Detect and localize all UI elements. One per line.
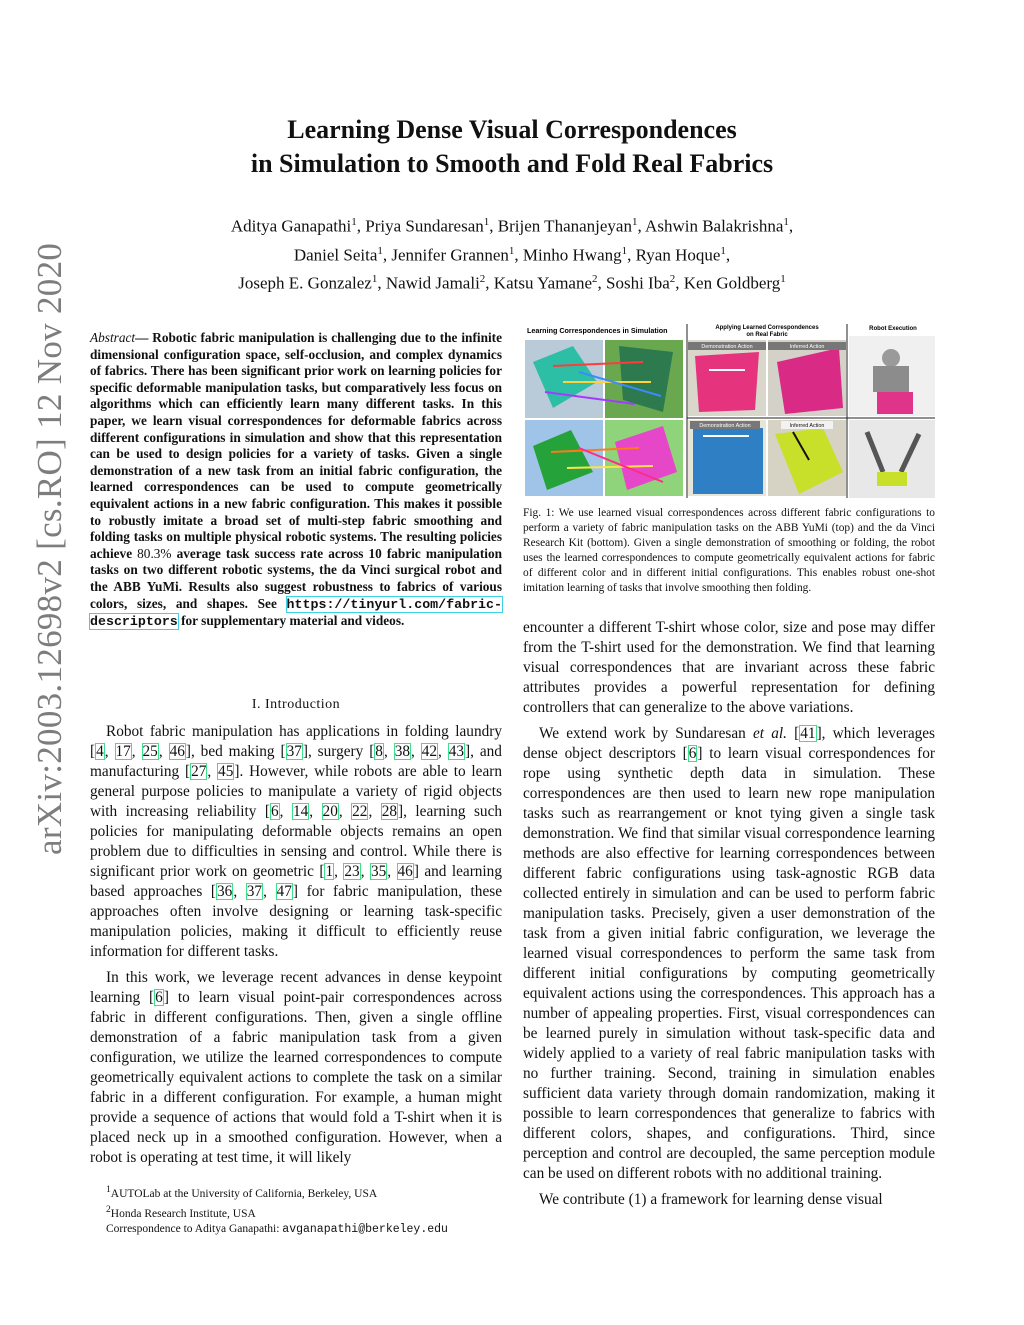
text-run: ], learning such policies for manipulating deformable objects remains an open problem due to difficulties in sensing and control. While there is significant prior work on geometric [ xyxy=(90,803,503,880)
text-run: ] for fabric manipulation, these approaches often involve designing or learning task-specific manipulation policies, making it difficult to efficiently reuse information for different tasks. xyxy=(90,883,502,960)
text-run: ]. However, while robots are able to learn general purpose policies to manipulate a variety of rigid objects with increasing reliability [ xyxy=(90,763,503,820)
author-name: , Nawid Jamali xyxy=(377,273,480,293)
affiliation-mark: 2 xyxy=(592,273,598,286)
citation-link[interactable]: 27 xyxy=(191,763,207,780)
affiliation-mark: 2 xyxy=(479,273,486,286)
citation-link[interactable]: 43 xyxy=(448,743,465,760)
author-name: , Soshi Iba xyxy=(597,273,670,293)
citation-link[interactable]: 47 xyxy=(276,883,292,900)
author-name: , xyxy=(725,245,731,265)
author-list xyxy=(150,210,874,296)
author-name: , xyxy=(788,216,794,236)
abstract-text-a: — Robotic fabric manipulation is challenging due to the infinite dimensional configuration space, self-occlusion, and complex dynamics of fabrics. There has been significant prior work on learning policies for specific deformable manipulation tasks, but comparatively less focus on algorithms which can efficiently learn many different tasks. In this paper, we learn visual correspondences for deformable fabrics across different configurations in simulation and show that this representation can be used to design policies for a variety of tasks. Given a single demonstration of a new task from an initial fabric configuration, the learned correspondences can be used to compute geometrically equivalent actions in a new fabric configuration. This makes it possible to robustly imitate a broad set of multi-step fabric smoothing and folding tasks on multiple physical robotic systems. The resulting policies achieve xyxy=(90,330,502,561)
footnotes xyxy=(90,1182,502,1237)
label-inferred-action-bottom: Inferred Action xyxy=(789,423,825,429)
robot-panel-bottom xyxy=(849,420,935,498)
authors-line-2 xyxy=(150,239,874,268)
yumi-fabric xyxy=(877,392,913,414)
citation-link[interactable]: 8 xyxy=(375,743,383,760)
abstract-label: Abstract xyxy=(90,330,136,345)
citation-link[interactable]: 22 xyxy=(352,803,368,820)
citation-link[interactable]: 45 xyxy=(218,763,234,780)
blue-fabric xyxy=(693,428,763,494)
author-name: , Minho Hwang xyxy=(514,245,622,265)
affiliation-mark: 2 xyxy=(669,273,676,286)
text-run: , xyxy=(158,743,169,760)
text-run: We extend work by Sundaresan xyxy=(539,725,753,742)
authors-line-3 xyxy=(150,267,874,296)
text-run: ], and manufacturing [ xyxy=(90,743,502,780)
panel-label-simulation: Learning Correspondences in Simulation xyxy=(527,326,668,335)
text-run: ], which leverages dense object descriptors [ xyxy=(523,725,936,762)
footnote-2: $^2$Honda Research Institute, USA xyxy=(106,1203,256,1220)
yumi-head xyxy=(882,349,900,367)
davinci-fabric xyxy=(877,472,907,486)
affiliation-mark: 1 xyxy=(351,216,357,228)
panel-label-robot: Robot Execution xyxy=(869,326,917,332)
panel-label-apply-1: Applying Learned Correspondences xyxy=(715,325,819,331)
pink-shirt-demo xyxy=(695,352,759,412)
citation-link[interactable]: 1 xyxy=(325,863,334,880)
text-run: , xyxy=(410,743,421,760)
abstract-text-b: average task success rate across 10 fabric manipulation tasks on two different robotic systems, the da Vinci surgical robot and the ABB YuMi. Results also suggest robustness to fabrics of various colors, sizes, and shapes. See xyxy=(90,545,502,611)
affiliation-mark: 1 xyxy=(371,273,378,286)
affiliation-mark: 1 xyxy=(483,216,490,228)
author-name: , Priya Sundaresan xyxy=(356,216,484,236)
author-name: , Ryan Hoque xyxy=(627,245,721,265)
citation-link[interactable]: 17 xyxy=(115,743,131,760)
author-name: , Brijen Thananjeyan xyxy=(489,216,632,236)
author-name: Daniel Seita xyxy=(293,245,378,265)
citation-link[interactable]: 38 xyxy=(394,743,410,760)
affiliation-mark: 1 xyxy=(377,244,383,257)
affiliation-mark: 1 xyxy=(783,216,789,228)
affiliation-mark: 1 xyxy=(631,216,638,228)
citation-link[interactable]: 6 xyxy=(688,745,697,762)
footnote-1: $^1$AUTOLab at the University of California, Berkeley, USA xyxy=(106,1184,378,1200)
text-run: , xyxy=(360,863,370,880)
affiliation-mark: 1 xyxy=(508,244,515,257)
figure-1-caption: Fig. 1: We use learned visual correspondences across different fabric configurations to perform a variety of fabric manipulation tasks on the ABB YuMi (top) and the da Vinci Research Kit (bottom). Given a single demonstration of smoothing or folding, the robot uses the learned correspondences to compute geometrically equivalent actions for fabric of different color and in different initial configurations. This enables robust one-shot imitation learning of tasks that involve smoothing then folding. xyxy=(523,507,935,594)
citation-link[interactable]: 37 xyxy=(286,743,302,760)
citation-link[interactable]: 35 xyxy=(370,863,387,880)
citation-link[interactable]: 4 xyxy=(96,743,104,760)
text-run: [ xyxy=(786,725,800,742)
intro-paragraph-1 xyxy=(90,722,502,962)
panel-label-apply-2: on Real Fabric xyxy=(746,332,788,338)
author-name: , Katsu Yamane xyxy=(485,273,593,293)
citation-link[interactable]: 25 xyxy=(142,743,158,760)
text-run: , xyxy=(207,763,218,780)
citation-link[interactable]: 6 xyxy=(155,989,163,1006)
text-run: , xyxy=(334,863,344,880)
text-run: ] and learning based approaches [ xyxy=(90,863,502,900)
correspondence-email[interactable]: avganapathi@berkeley.edu xyxy=(282,1222,448,1236)
abstract xyxy=(90,330,502,631)
citation-link[interactable]: 42 xyxy=(421,743,438,760)
footnote-correspondence: Correspondence to Aditya Ganapathi: avganapathi@berkeley.edu xyxy=(106,1222,448,1236)
abstract-text-c: for supplementary material and videos. xyxy=(177,613,405,629)
text-run: , xyxy=(338,803,352,820)
right-paragraph-1: encounter a different T-shirt whose color, size and pose may differ from the T-shirt used for the demonstration. We find that learning visual correspondences that are invariant across these fabric attributes provides a powerful representation for defining controllers that can generalize to the above variations. xyxy=(523,619,935,716)
text-run: , xyxy=(383,743,394,760)
text-run: , xyxy=(233,883,246,900)
author-name: , Ken Goldberg xyxy=(675,273,781,293)
text-run: In this work, we leverage recent advances in dense keypoint learning [ xyxy=(90,969,502,1006)
author-name: , Jennifer Grannen xyxy=(382,245,509,265)
citation-link[interactable]: 28 xyxy=(381,803,398,820)
text-run: , xyxy=(131,743,142,760)
affiliation-mark: 1 xyxy=(720,244,726,257)
text-run: , xyxy=(368,803,381,820)
text-run: , xyxy=(104,743,115,760)
label-demo-action-bottom: Demonstration Action xyxy=(699,423,751,429)
right-paragraph-3: We contribute (1) a framework for learning dense visual xyxy=(539,1191,883,1208)
text-run: , xyxy=(309,803,322,820)
author-name: Joseph E. Gonzalez xyxy=(238,273,372,293)
text-run: Robot fabric manipulation has applications in folding laundry [ xyxy=(90,723,502,760)
arxiv-side-label: arXiv:2003.12698v2 [cs.RO] 12 Nov 2020 xyxy=(30,242,69,855)
section-heading-introduction: I. Introduction xyxy=(251,697,341,712)
text-run: , xyxy=(263,883,276,900)
title-line-1: Learning Dense Visual Correspondences xyxy=(287,115,737,144)
text-run: , xyxy=(279,803,292,820)
text-run: ], surgery [ xyxy=(302,743,375,760)
supplementary-url-link[interactable]: https://tinyurl.com/fabric-descriptors xyxy=(90,596,502,630)
citation-link[interactable]: 36 xyxy=(217,883,233,900)
citation-link[interactable]: 23 xyxy=(344,863,360,880)
text-run: ] to learn visual point-pair correspondences across fabric in different configurations. Then, given a single offline demonstration of a fabric manipulation task from a given configuration, we utilize the learned correspondences to compute geometrically equivalent actions to complete the task on a similar fabric in a different configuration. For example, a human might provide a sequence of actions that would fold a T-shirt when it is placed neck up in a smoothed configuration. However, when a robot is operating at test time, it will likely xyxy=(90,989,502,1166)
yumi-body xyxy=(873,366,909,392)
affiliation-mark: 1 xyxy=(780,273,786,286)
authors-line-1 xyxy=(150,210,874,239)
citation-link[interactable]: 46 xyxy=(397,863,413,880)
citation-link[interactable]: 20 xyxy=(322,803,338,820)
right-paragraph-2 xyxy=(523,724,935,1184)
text-run: et al. xyxy=(753,725,787,742)
right-column-body xyxy=(523,618,935,1210)
intro-paragraph-2 xyxy=(90,968,502,1168)
abstract-percent: 80.3% xyxy=(137,545,172,561)
text-run: , xyxy=(438,743,448,760)
introduction-body xyxy=(90,722,502,1168)
figure-1-image xyxy=(523,322,935,498)
citation-link[interactable]: 14 xyxy=(292,803,309,820)
title-line-2: in Simulation to Smooth and Fold Real Fabrics xyxy=(250,149,774,178)
citation-link[interactable]: 37 xyxy=(246,883,263,900)
figure-1 xyxy=(523,322,935,498)
label-inferred-action-top: Inferred Action xyxy=(789,344,825,350)
text-run: ], bed making [ xyxy=(185,743,286,760)
paper-title xyxy=(150,113,874,181)
citation-link[interactable]: 46 xyxy=(169,743,185,760)
affiliation-mark: 1 xyxy=(621,244,628,257)
citation-link[interactable]: 41 xyxy=(800,725,816,742)
text-run: , xyxy=(387,863,397,880)
text-run: ] to learn visual correspondences for rope using synthetic depth data in simulation. These correspondences are then used to learn new rope manipulation tasks such as rearrangement or knot tying given a single task demonstration. We find that similar visual correspondence learning methods are also effective for learning correspondences between different fabric configurations using task-agnostic RGB data collected entirely in simulation and can be used to perform fabric manipulation tasks. Precisely, given a user demonstration of the task from a given initial fabric configuration, we leverage the learned visual correspondences to perform the same task from different initial configurations by computing geometrically equivalent actions using the correspondences. This approach has a number of appealing properties. First, visual correspondences can be learned purely in simulation without task-specific data and widely applied to a variety of real fabric manipulation tasks with no further training. Second, training in simulation enables sufficient data variety through domain randomization, making it possible to learn correspondences that generalize to fabrics with different colors, shapes, and configurations. Third, since perception and control are decoupled, the same perception module can be used on different robots with no additional training. xyxy=(523,745,935,1182)
author-name: , Ashwin Balakrishna xyxy=(637,216,784,236)
citation-link[interactable]: 6 xyxy=(271,803,279,820)
label-demo-action-top: Demonstration Action xyxy=(701,344,753,350)
author-name: Aditya Ganapathi xyxy=(230,216,352,236)
